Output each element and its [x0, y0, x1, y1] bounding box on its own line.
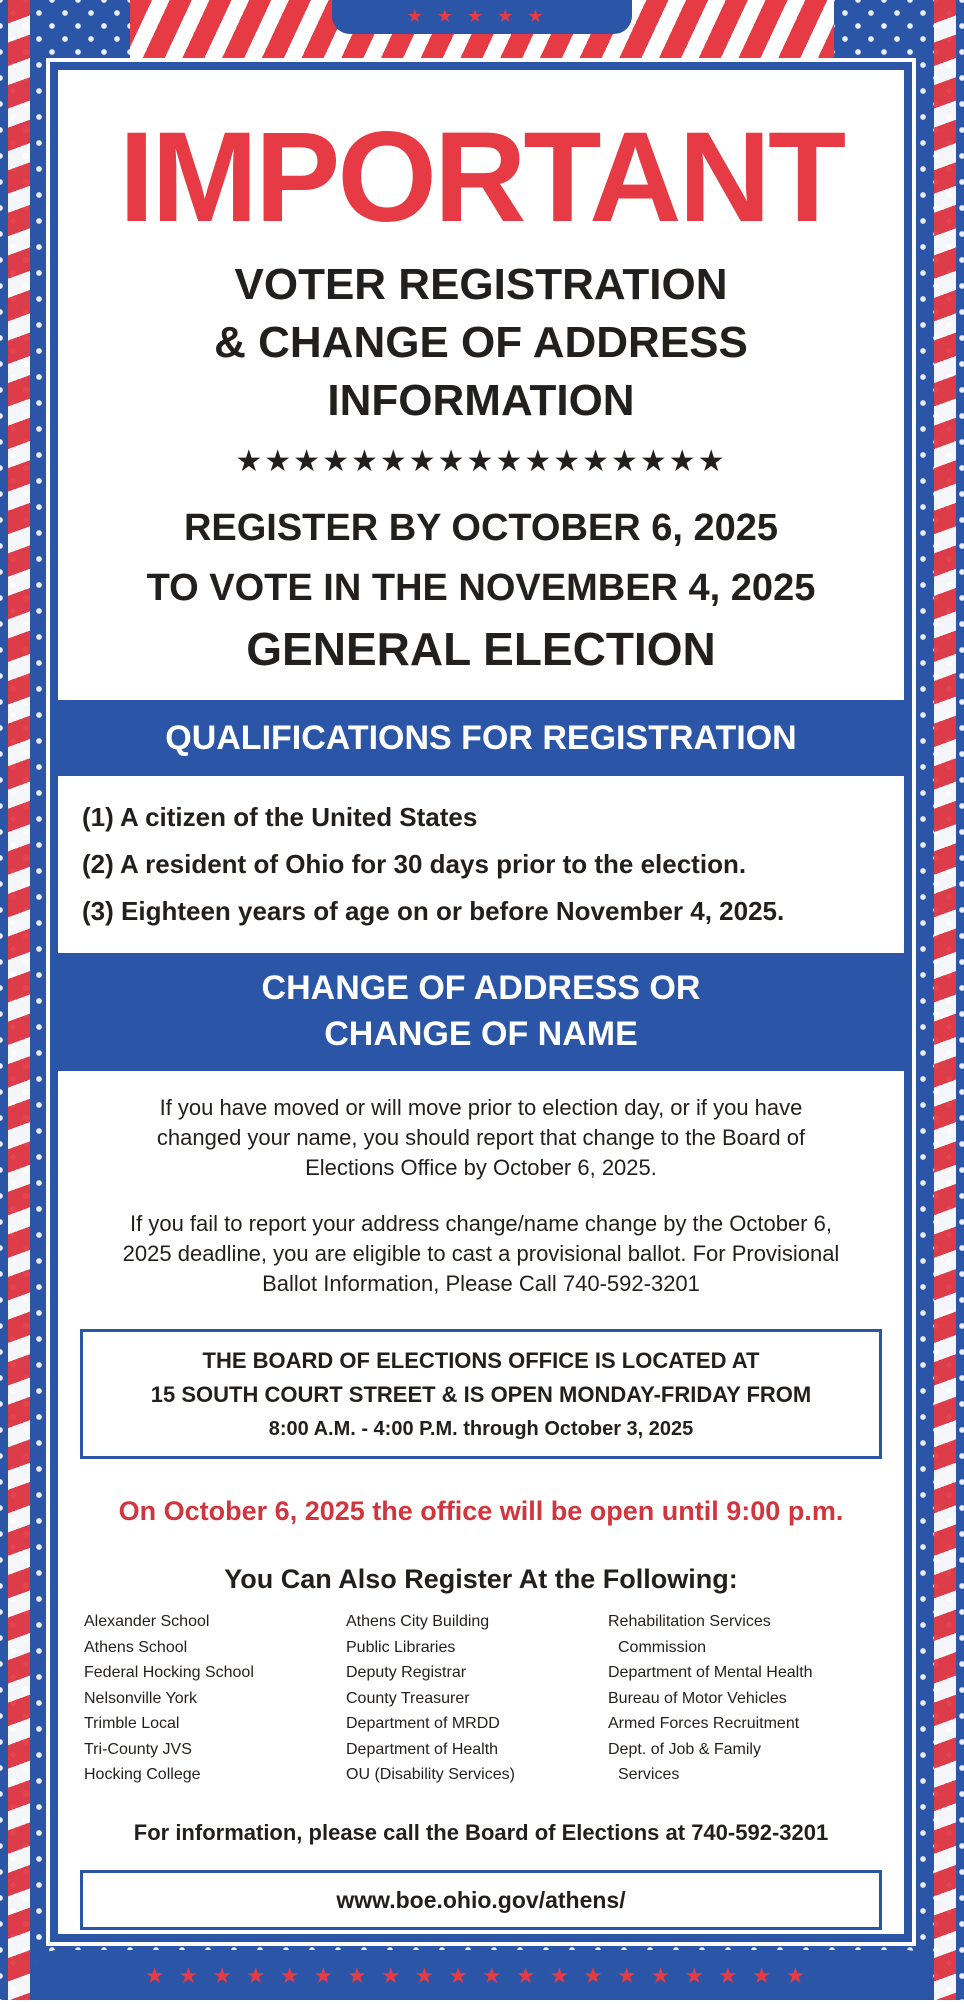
location-item: Tri-County JVS: [84, 1740, 192, 1758]
contact-info: For information, please call the Board of Elections at 740-592-3201: [133, 1819, 829, 1845]
left-stripes: [8, 0, 30, 2000]
change-heading-line: CHANGE OF ADDRESS OR: [261, 969, 701, 1007]
office-line: 15 SOUTH COURT STREET & IS OPEN MONDAY-FRIDAY FROM: [150, 1382, 812, 1407]
location-item: Federal Hocking School: [84, 1664, 254, 1681]
location-item: Deputy Registrar: [346, 1664, 467, 1681]
deadline-line: TO VOTE IN THE NOVEMBER 4, 2025: [146, 567, 816, 609]
location-item: Armed Forces Recruitment: [608, 1715, 800, 1732]
headline: IMPORTANT: [118, 106, 844, 249]
location-item: Bureau of Motor Vehicles: [608, 1689, 787, 1707]
change-of-address-heading: [50, 953, 912, 1071]
subhead-line: INFORMATION: [327, 376, 635, 425]
qualifications-list: [58, 776, 904, 953]
location-item: Trimble Local: [84, 1715, 180, 1732]
location-item: Department of Health: [346, 1740, 499, 1758]
location-item: Athens School: [84, 1638, 188, 1656]
provisional-ballot-info: If you fail to report your address change/name change by the October 6, 2025 deadline, you are eligible to cast a provisional ballot. For Provisional Ballot Information, Please Call 740-592-3201: [122, 1211, 840, 1296]
right-stripes: [934, 0, 956, 2000]
notice-panel: [50, 62, 912, 1942]
subhead-line: & CHANGE OF ADDRESS: [214, 318, 748, 367]
qualification-item: (3) Eighteen years of age on or before November 4, 2025.: [82, 896, 785, 926]
office-location-box: [80, 1329, 882, 1459]
location-item: Services: [618, 1766, 680, 1783]
office-line: THE BOARD OF ELECTIONS OFFICE IS LOCATED AT: [202, 1348, 760, 1373]
website-link[interactable]: www.boe.ohio.gov/athens/: [80, 1870, 882, 1930]
locations-column: [84, 1609, 346, 1788]
location-item: Department of Mental Health: [608, 1664, 813, 1681]
change-instructions: If you have moved or will move prior to election day, or if you have changed your name, you should report that change to the Board of Elections Office by October 6, 2025.: [156, 1095, 806, 1180]
top-star-strip: ★★★★★: [332, 0, 632, 34]
locations-column: [608, 1609, 870, 1788]
registration-deadline: [58, 498, 904, 680]
locations-column: [346, 1609, 608, 1788]
location-item: Department of MRDD: [346, 1715, 500, 1732]
location-item: OU (Disability Services): [346, 1766, 515, 1783]
qualifications-heading: QUALIFICATIONS FOR REGISTRATION: [50, 700, 912, 776]
location-item: Dept. of Job & Family: [608, 1740, 761, 1758]
location-item: Alexander School: [84, 1613, 210, 1630]
star-divider: ★★★★★★★★★★★★★★★★★: [235, 444, 727, 479]
locations-title: You Can Also Register At the Following:: [224, 1564, 738, 1594]
location-item: Commission: [618, 1638, 707, 1656]
bottom-star-strip: ★★★★★★★★★★★★★★★★★★★★: [32, 1950, 932, 2000]
qualification-item: (1) A citizen of the United States: [82, 802, 478, 832]
location-item: County Treasurer: [346, 1689, 470, 1707]
extended-hours-notice: On October 6, 2025 the office will be open until 9:00 p.m.: [118, 1496, 844, 1526]
qualification-item: (2) A resident of Ohio for 30 days prior to the election.: [82, 849, 747, 879]
office-hours: 8:00 A.M. - 4:00 P.M. through October 3, 2025: [268, 1418, 694, 1440]
change-heading-line: CHANGE OF NAME: [324, 1015, 638, 1053]
deadline-line: REGISTER BY OCTOBER 6, 2025: [183, 507, 779, 549]
location-item: Hocking College: [84, 1766, 201, 1783]
subhead-line: VOTER REGISTRATION: [234, 260, 728, 309]
location-item: Rehabilitation Services: [608, 1613, 771, 1630]
deadline-line: GENERAL ELECTION: [246, 623, 716, 675]
location-item: Athens City Building: [346, 1613, 490, 1630]
subhead: [58, 256, 904, 430]
location-item: Public Libraries: [346, 1638, 456, 1656]
location-item: Nelsonville York: [84, 1689, 197, 1707]
registration-locations: [84, 1609, 904, 1788]
